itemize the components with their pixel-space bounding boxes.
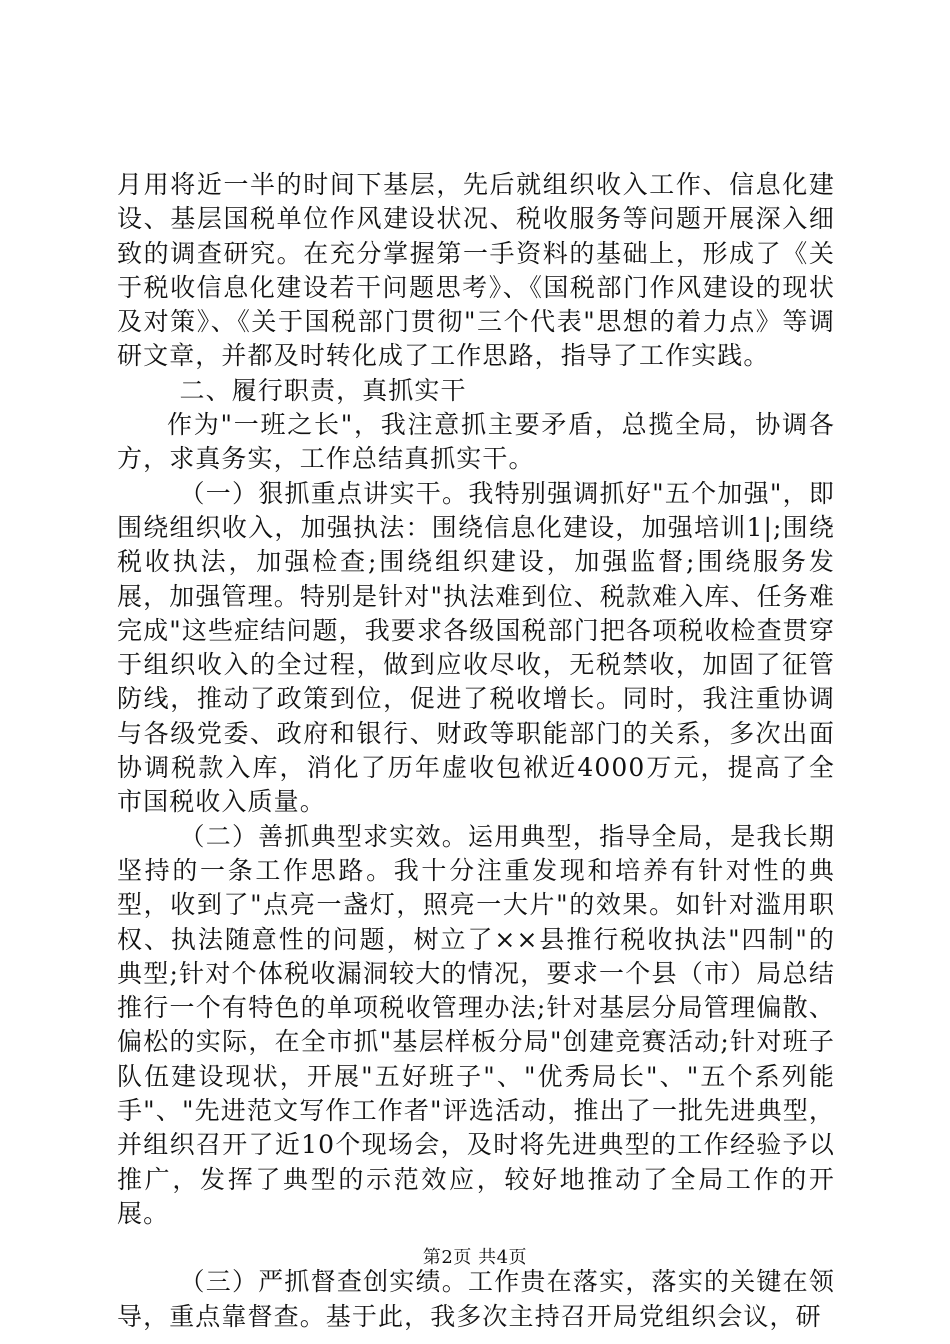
page-number-footer: 第2页 共4页 [422, 1247, 528, 1268]
section-heading: 二、履行职责，真抓实干 [179, 375, 467, 405]
paragraph-supervision: （三）严抓督查创实绩。工作贵在落实，落实的关键在领导，重点靠督查。基于此，我多次主持召开局党组织会议，研 [117, 1267, 835, 1331]
paragraph-research: 月用将近一半的时间下基层，先后就组织收入工作、信息化建设、基层国税单位作风建设状况、税收服务等问题开展深入细致的调查研究。在充分掌握第一手资料的基础上，形成了《关于税收信息化建设若干问题思考》、《国税部门作风建设的现状及对策》、《关于国税部门贯彻"三个代表"思想的着力点》等调研文章，并都及时转化成了工作思路，指导了工作实践。 [117, 170, 835, 371]
document-body [117, 168, 835, 1334]
paragraph-role: 作为"一班之长"，我注意抓主要矛盾，总揽全局，协调各方，求真务实，工作总结真抓实干。 [117, 410, 835, 474]
paragraph-typical-examples: （二）善抓典型求实效。运用典型，指导全局，是我长期坚持的一条工作思路。我十分注重发现和培养有针对性的典型，收到了"点亮一盏灯，照亮一大片"的效果。如针对滥用职权、执法随意性的问题，树立了××县推行税收执法"四制"的典型;针对个体税收漏洞较大的情况，要求一个县（市）局总结推行一个有特色的单项税收管理办法;针对基层分局管理偏散、偏松的实际，在全市抓"基层样板分局"创建竞赛活动;针对班子队伍建设现状，开展"五好班子"、"优秀局长"、"五个系列能手"、"先进范文写作工作者"评选活动，推出了一批先进典型，并组织召开了近10个现场会，及时将先进典型的工作经验予以推广，发挥了典型的示范效应，较好地推动了全局工作的开展。 [117, 821, 835, 1228]
paragraph-focus-key-points: （一）狠抓重点讲实干。我特别强调抓好"五个加强"，即围绕组织收入，加强执法：围绕信息化建设，加强培训1|;围绕税收执法，加强检查;围绕组织建设，加强监督;围绕服务发展，加强管理。特别是针对"执法难到位、税款难入库、任务难完成"这些症结问题，我要求各级国税部门把各项税收检查贯穿于组织收入的全过程，做到应收尽收，无税禁收，加固了征管防线，推动了政策到位，促进了税收增长。同时，我注重协调与各级党委、政府和银行、财政等职能部门的关系，多次出面协调税款入库，消化了历年虚收包袱近4000万元，提高了全市国税收入质量。 [117, 478, 835, 817]
